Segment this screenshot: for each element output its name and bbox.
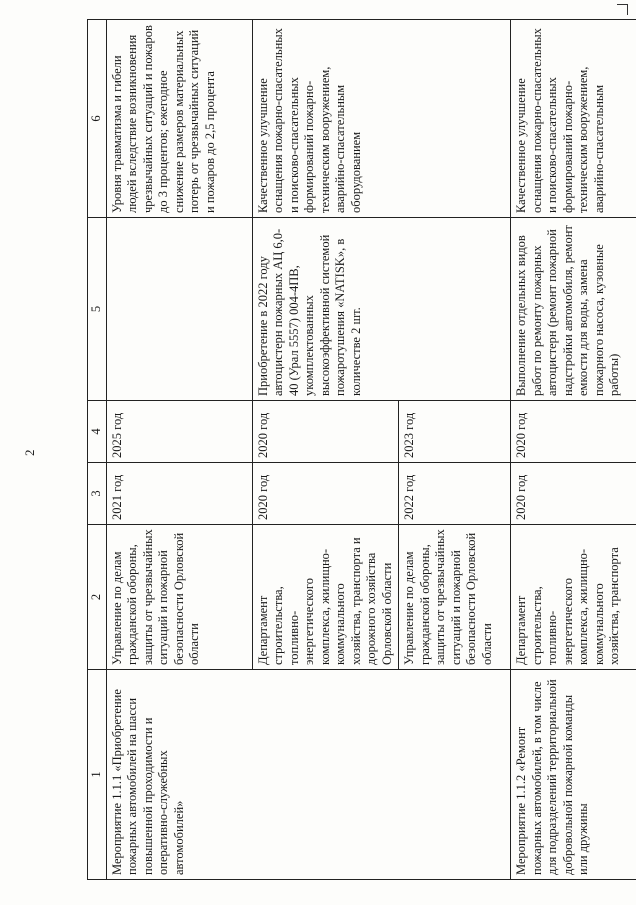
page-number: 2 xyxy=(22,449,37,456)
row-4-executor: Департамент строительства, топливно-энергетического комплекса, жилищно-коммунального хозяйства, транспорта xyxy=(511,525,636,670)
row-4-result: Качественное улучшение оснащения пожарно-спасательных и поисково-спасательных формирований пожарно-техническим вооружением, аварийно-спасательным xyxy=(511,20,636,218)
header-row xyxy=(88,20,107,880)
row-4-start: 2020 год xyxy=(511,463,636,525)
rotated-page xyxy=(87,20,625,880)
row-2-executor: Департамент строительства, топливно-энергетического комплекса, жилищно-коммунального хозяйства, транспорта и дорожного хозяйства Орловской области xyxy=(252,525,399,670)
header-col-3: 3 xyxy=(88,463,107,525)
header-col-1: 1 xyxy=(88,670,107,880)
header-col-4: 4 xyxy=(88,401,107,463)
row-3-end: 2023 год xyxy=(399,401,511,463)
header-col-5: 5 xyxy=(88,218,107,401)
row-2-description: Приобретение в 2022 году автоцистерн пожарных АЦ 6,0-40 (Урал 5557) 004-4ПВ, укомплектованных высокоэффективной системой пожаротушения «NATISK», в количестве 2 шт. xyxy=(252,218,511,401)
row-1-start: 2021 год xyxy=(106,463,252,525)
measure-1-name: Мероприятие 1.1.1 «Приобретение пожарных автомобилей на шасси повышенной проходимости и оперативно-служебных автомобилей» xyxy=(106,670,511,880)
row-2-end: 2020 год xyxy=(252,401,399,463)
header-col-6: 6 xyxy=(88,20,107,218)
corner-mark xyxy=(617,4,628,15)
table-row xyxy=(511,20,636,880)
row-1-description xyxy=(106,218,252,401)
row-3-start: 2022 год xyxy=(399,463,511,525)
header-col-2: 2 xyxy=(88,525,107,670)
row-1-executor: Управление по делам гражданской обороны, защиты от чрезвычайных ситуаций и пожарной безопасности Орловской области xyxy=(106,525,252,670)
table-row xyxy=(106,20,252,880)
row-4-end: 2020 год xyxy=(511,401,636,463)
row-1-end: 2025 год xyxy=(106,401,252,463)
row-2-start: 2020 год xyxy=(252,463,399,525)
row-4-description: Выполнение отдельных видов работ по ремонту пожарных автоцистерн (ремонт пожарной надстройки автомобиля, ремонт емкости для воды, замена пожарного насоса, кузовные работы) xyxy=(511,218,636,401)
row-2-result: Качественное улучшение оснащения пожарно-спасательных и поисково-спасательных формирований пожарно-техническим вооружением, аварийно-спасательным оборудованием xyxy=(252,20,511,218)
measure-2-name: Мероприятие 1.1.2 «Ремонт пожарных автомобилей, в том числе для подразделений территориальной добровольной пожарной команды или дружины xyxy=(511,670,636,880)
row-1-result: Уровня травматизма и гибели людей вследствие возникновения чрезвычайных ситуаций и пожаров до 3 процентов; ежегодное снижение размеров материальных потерь от чрезвычайных ситуаций и пожаров до 2,5 процента xyxy=(106,20,252,218)
measures-table xyxy=(87,19,636,880)
row-3-executor: Управление по делам гражданской обороны, защиты от чрезвычайных ситуаций и пожарной безопасности Орловской области xyxy=(399,525,511,670)
